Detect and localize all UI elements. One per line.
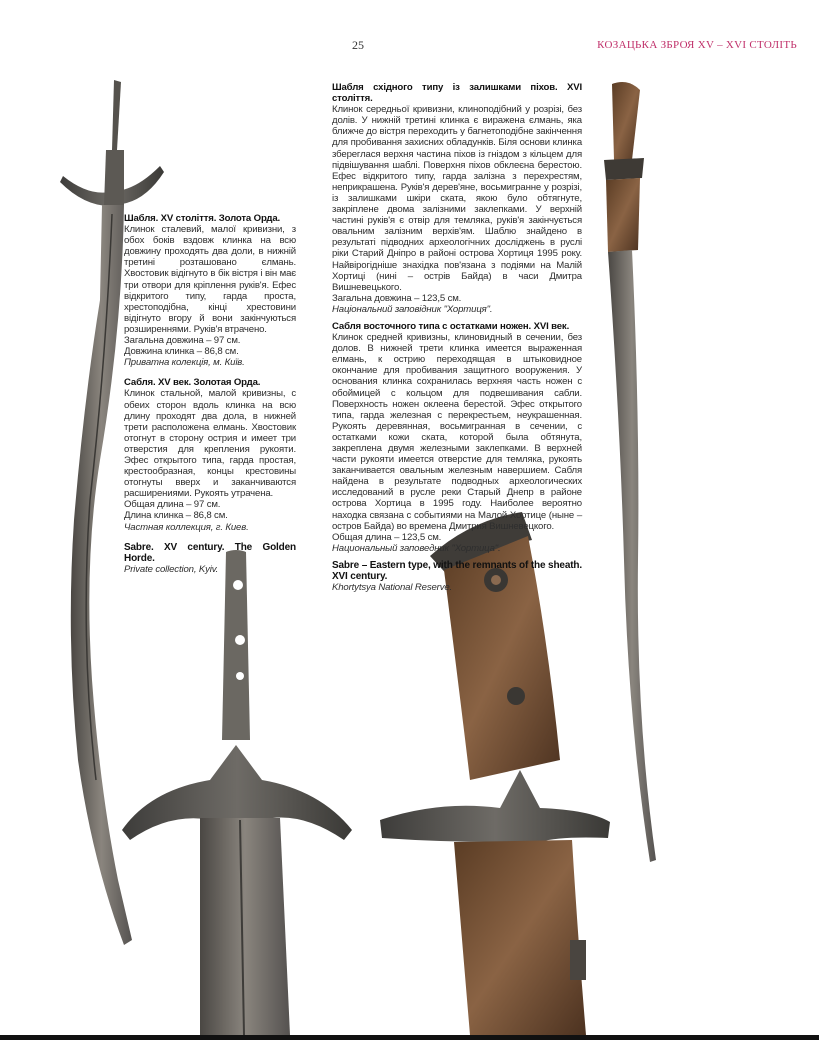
running-title: КОЗАЦЬКА ЗБРОЯ XV – XVI СТОЛІТЬ bbox=[597, 39, 797, 51]
total-length-ru: Общая длина – 97 см. bbox=[124, 499, 221, 511]
caption-body-ua: Клинок середньої кривизни, клиноподібний у розрізі, без долів. У нижній третині клинка є виражена єлмань, яка ближче до вістря переходить у багнетоподібне закінчення для пробивання захисних обладунків. Біля основи клинка збереглася верхня частина піхов із гніздом з кільцем для підвішування шаблі. Поверхня піхов обклеєна берестою. Ефес відкритого типу, гарда залізна з перехрестям, неприкрашена. Руків'я дерев'яне, восьмигранне у розрізі, із залишками шкіри ската, якою було обтягнуте, закріплене двома залізними заклепками. У верхній частині руків'я є отвір для темляка, руків'я закінчується овальним залізним верхів'ям. Шаблю знайдено в результаті підводних археологічних досліджень в руслі ріки Старий Дніпро в районі острова Хортиця 1995 року. Найвірогідніше знахідка пов'язана з подіями на Малій Хортиці (нині – острів Байда) в часи Дмитра Вишневецького. bbox=[332, 104, 582, 293]
collection-ua: Приватна колекція, м. Київ. bbox=[124, 357, 245, 369]
blade-length-ru: Длина клинка – 86,8 см. bbox=[124, 510, 228, 522]
total-length-ua: Загальна довжина – 97 см. bbox=[124, 335, 241, 347]
caption-title-ru: Сабля восточного типа с остатками ножен. XVI век. bbox=[332, 320, 570, 332]
left-caption-column bbox=[124, 213, 296, 575]
collection-en: Private collection, Kyiv. bbox=[124, 563, 219, 575]
middle-caption-column bbox=[332, 82, 582, 593]
collection-ua: Національний заповідник "Хортиця". bbox=[332, 303, 493, 315]
caption-title-ua: Шабля. XV століття. Золота Орда. bbox=[124, 213, 281, 224]
total-length-ru: Общая длина – 123,5 см. bbox=[332, 531, 442, 543]
collection-ru: Частная коллекция, г. Киев. bbox=[124, 521, 249, 533]
blade-length-ua: Довжина клинка – 86,8 см. bbox=[124, 346, 239, 358]
caption-title-ua: Шабля східного типу із залишками піхов. XVI століття. bbox=[332, 82, 582, 105]
total-length-ua: Загальна довжина – 123,5 см. bbox=[332, 292, 462, 304]
sabre-xvi-full-image bbox=[604, 82, 656, 862]
bottom-rule bbox=[0, 1035, 819, 1040]
caption-body-ru: Клинок стальной, малой кривизны, с обеих сторон вдоль клинка на всю длину проходят два дола, в нижней трети расположена елмань. Хвостовик отогнут в сторону острия и имеет три отверстия для крепления рукояти. Эфес открытого типа, гарда простая, крестообразная, концы крестовины отогнуты вверх и заканчиваются расширениями. Рукоять утрачена. bbox=[124, 388, 296, 500]
caption-title-en: Sabre. XV century. The Golden Horde. bbox=[124, 541, 296, 564]
caption-title-en: Sabre – Eastern type, with the remnants of the sheath. XVI century. bbox=[332, 559, 582, 583]
collection-ru: Национальный заповедник "Хортица". bbox=[332, 542, 501, 554]
caption-title-ru: Сабля. XV век. Золотая Орда. bbox=[124, 377, 261, 389]
caption-body-ru: Клинок средней кривизны, клиновидный в сечении, без долов. В нижней трети клинка имеется выраженная елмань, к острию переходящая в штыковидное окончание для пробивания защитного вооружения. У основания клинка сохранилась верхняя часть ножен с обоймицей с кольцом для подвешивания сабли. Поверхность ножен оклеена берестой. Эфес открытого типа, гарда железная с перекрестьем, неукрашенная. Рукоять деревянная, восьмигранная в сечении, с остатками кожи ската, которой была обтянута, закреплена двумя железными заклепками. В верхней части рукояти имеется отверстие для темляка, рукоять заканчивается овальным железным навершием. Сабля найдена в результате подводных археологических исследований в русле реки Старый Днепр в районе острова Хортица в 1995 году. Наиболее вероятно находка связана с событиями на Малой Хортице (ныне – остров Байда) во времена Дмитрия Вишневецкого. bbox=[332, 332, 582, 532]
sabre-xv-hilt-closeup-image bbox=[122, 550, 352, 1035]
caption-body-ua: Клинок сталевий, малої кривизни, з обох боків вздовж клинка на всю довжину проходять два доли, в нижній третині розташовано єлмань. Хвостовик відігнуто в бік вістря і він має три отвори для кріплення руків'я. Ефес відкритого типу, гарда проста, хрестоподібна, кінці хрестовини відігнуто вгору й вони закінчуються розширеннями. Руків'я втрачено. bbox=[124, 224, 296, 335]
collection-en: Khortytsya National Reserve. bbox=[332, 582, 453, 594]
page-number: 25 bbox=[352, 38, 364, 52]
